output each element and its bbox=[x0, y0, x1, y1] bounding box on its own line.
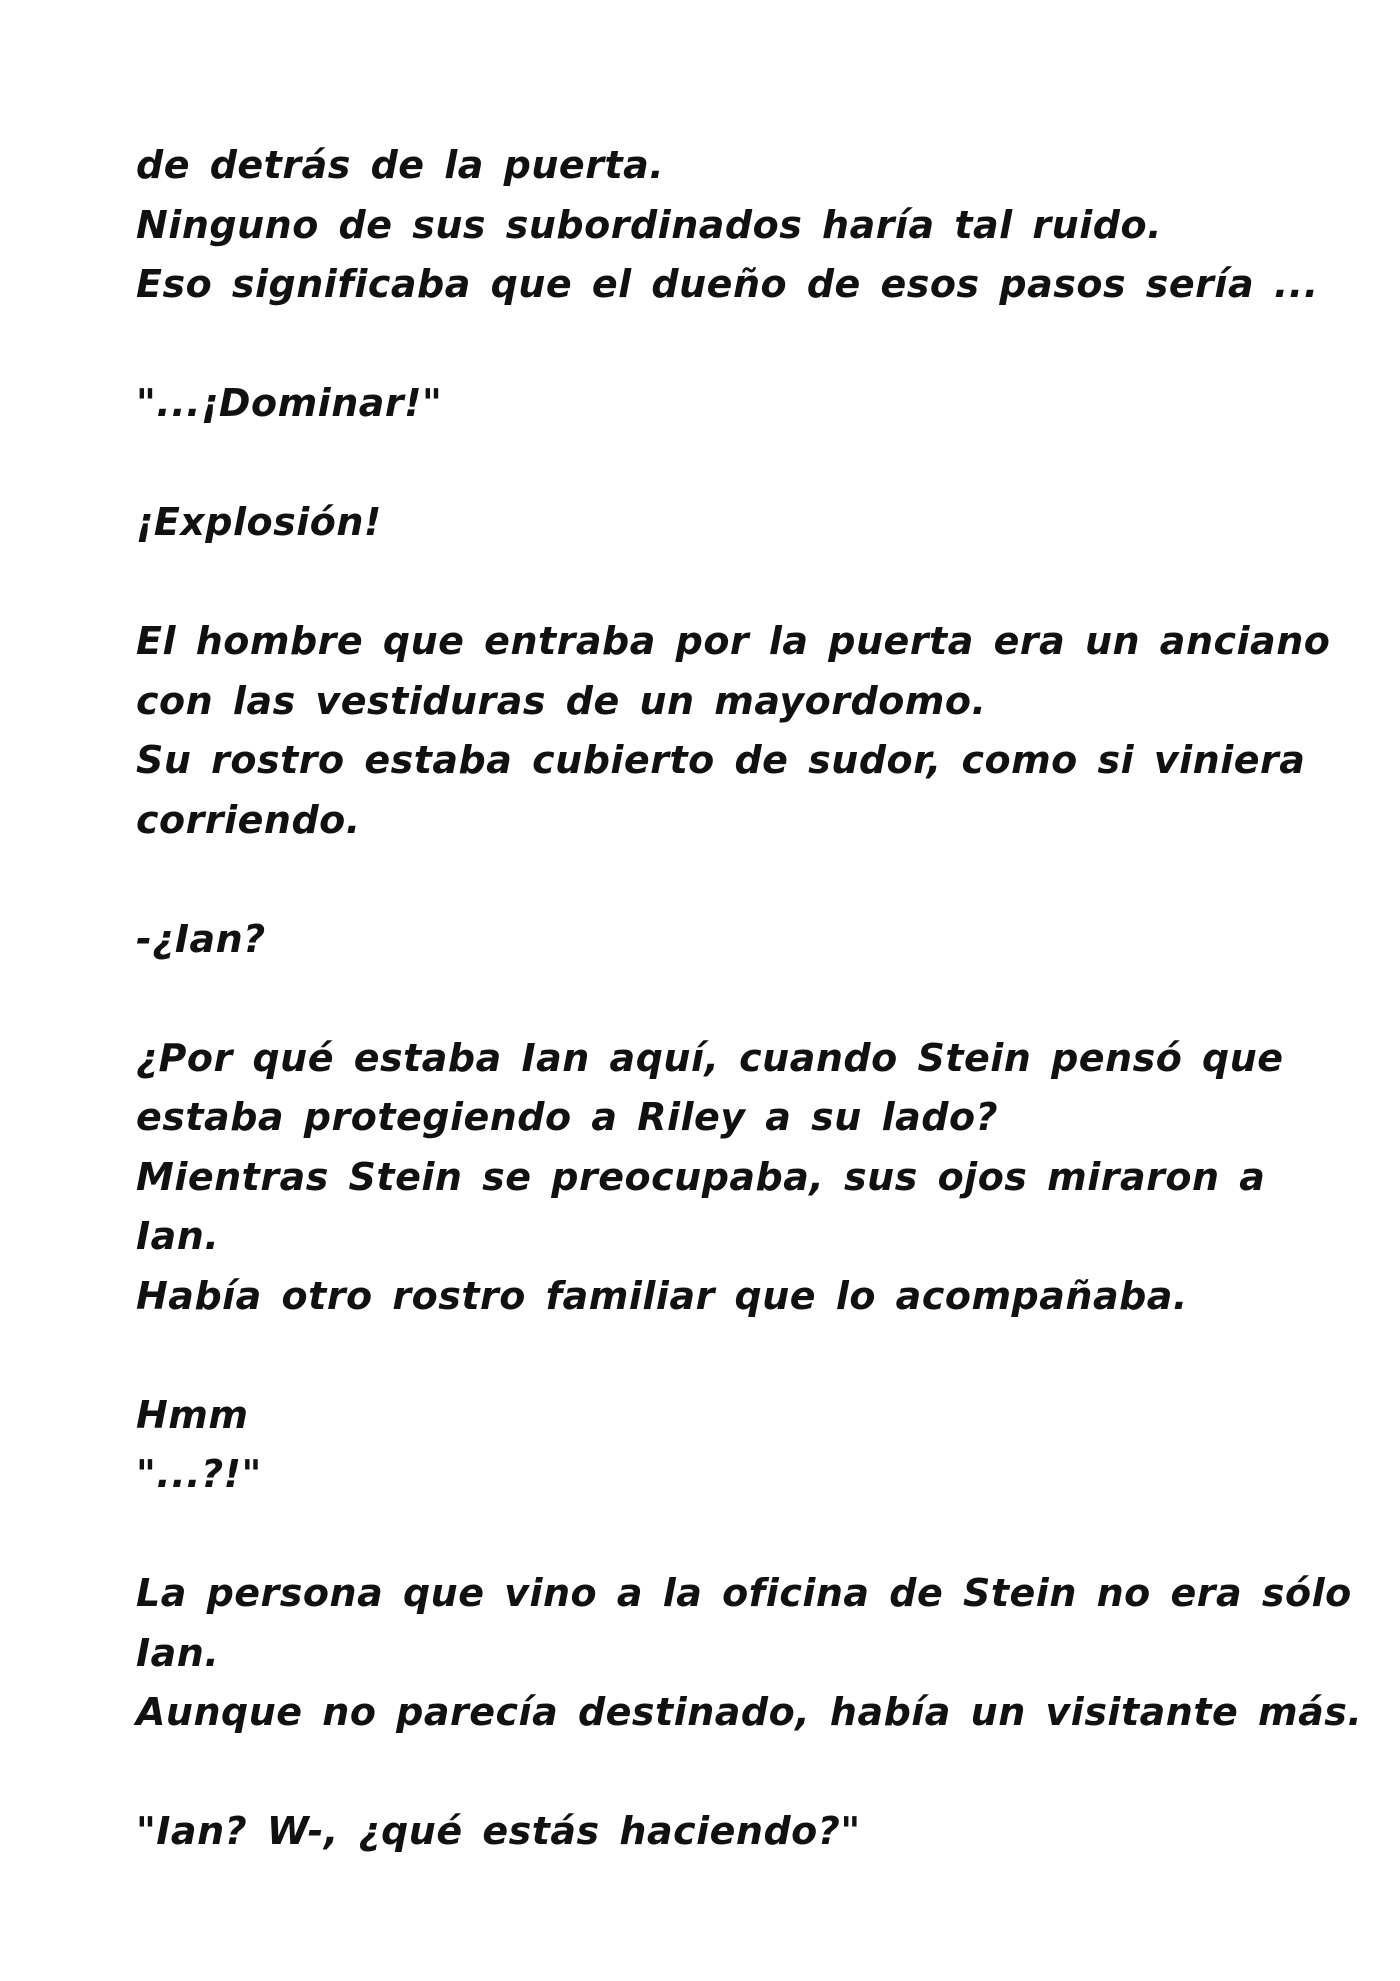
text-line: Su rostro estaba cubierto de sudor, como si viniera bbox=[136, 738, 1306, 782]
story-text bbox=[136, 136, 1363, 1862]
paragraph-7 bbox=[136, 1386, 1316, 1505]
paragraph-5 bbox=[136, 910, 1316, 970]
text-line: con las vestiduras de un mayordomo. bbox=[136, 678, 987, 723]
paragraph-3 bbox=[136, 493, 1316, 553]
text-line: Mientras Stein se preocupaba, sus ojos miraron a bbox=[136, 1154, 1266, 1199]
text-line: "...?!" bbox=[136, 1452, 262, 1496]
text-line: -¿Ian? bbox=[136, 916, 266, 961]
text-line: Eso significaba que el dueño de esos pasos sería ... bbox=[136, 262, 1319, 306]
text-line: "...¡Dominar!" bbox=[136, 381, 443, 425]
paragraph-6 bbox=[136, 1029, 1316, 1327]
paragraph-4 bbox=[136, 612, 1331, 850]
text-line: ¿Por qué estaba Ian aquí, cuando Stein pensó que bbox=[136, 1035, 1284, 1080]
text-line: Aunque no parecía destinado, había un visitante más. bbox=[136, 1690, 1363, 1734]
text-line: "Ian? W-, ¿qué estás haciendo?" bbox=[136, 1809, 861, 1853]
paragraph-8 bbox=[136, 1564, 1363, 1743]
text-line: estaba protegiendo a Riley a su lado? bbox=[136, 1095, 999, 1139]
paragraph-1 bbox=[136, 136, 1319, 315]
text-line: La persona que vino a la oficina de Stein no era sólo bbox=[136, 1571, 1352, 1615]
text-line: Hmm bbox=[136, 1392, 249, 1437]
text-line: El hombre que entraba por la puerta era un anciano bbox=[136, 619, 1331, 663]
text-line: Ninguno de sus subordinados haría tal ruido. bbox=[136, 202, 1162, 247]
text-line: de detrás de la puerta. bbox=[136, 143, 665, 187]
text-line: ¡Explosión! bbox=[136, 500, 382, 544]
text-line: Había otro rostro familiar que lo acompañaba. bbox=[136, 1273, 1188, 1318]
paragraph-9 bbox=[136, 1802, 1316, 1862]
text-line: Ian. bbox=[136, 1214, 220, 1258]
text-line: corriendo. bbox=[136, 797, 361, 842]
paragraph-2 bbox=[136, 374, 1316, 434]
text-line: Ian. bbox=[136, 1630, 220, 1675]
